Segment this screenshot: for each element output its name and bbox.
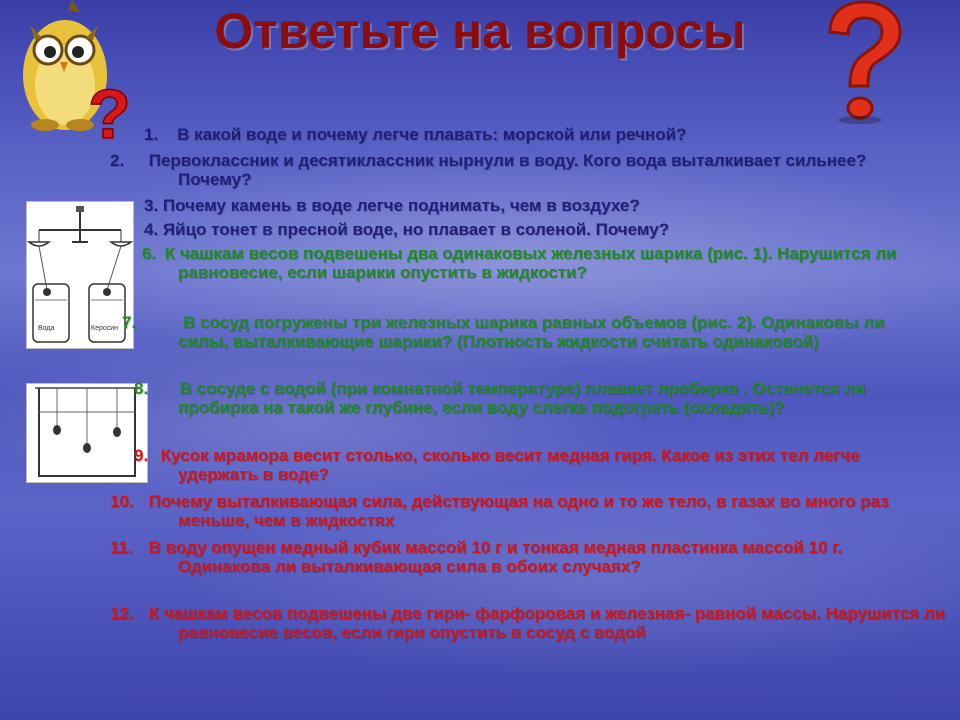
- question-2: 2. Первоклассник и десятиклассник нырнули в воду. Кого вода выталкивает сильнее? Почему?: [110, 151, 867, 189]
- svg-text:?: ?: [88, 75, 131, 145]
- question-number: 3.: [144, 196, 159, 215]
- question-8: 8. В сосуде с водой (при комнатной температуре) плавает пробирка . Останется ли пробирка на такой же глубине, если воду слегка подогреть (охладить)?: [134, 379, 866, 417]
- question-text: В сосуде с водой (при комнатной температуре) плавает пробирка . Останется ли пробирка на такой же глубине, если воду слегка подогреть (охладить)?: [178, 379, 866, 417]
- page-title: Ответьте на вопросы: [214, 3, 746, 59]
- question-12: 12. К чашкам весов подвешены две гири- фарфоровая и железная- равной массы. Нарушится ли равновесие весов, если гири опустить в сосуд с водой: [110, 604, 946, 642]
- question-number: 1.: [144, 125, 159, 144]
- question-11: 11. В воду опущен медный кубик массой 10 г и тонкая медная пластинка массой 10 г. Одинакова ли выталкивающая сила в обоих случаях?: [110, 538, 843, 576]
- question-9: 9. Кусок мрамора весит столько, сколько весит медная гиря. Какое из этих тел легче удержать в воде?: [134, 446, 860, 484]
- question-text: В сосуд погружены три железных шарика равных объемов (рис. 2). Одинаковы ли силы, выталкивающие шарики? (Плотность жидкости считать одинаковой): [178, 313, 885, 351]
- question-text: В какой воде и почему легче плавать: морской или речной?: [177, 125, 687, 144]
- question-text: К чашкам весов подвешены две гири- фарфоровая и железная- равной массы. Нарушится ли равновесие весов, если гири опустить в сосуд с водой: [148, 604, 946, 642]
- question-4: [144, 220, 904, 239]
- question-text: Яйцо тонет в пресной воде, но плавает в соленой. Почему?: [162, 220, 670, 239]
- question-6: 6. К чашкам весов подвешены два одинаковых железных шарика (рис. 1). Нарушится ли равновесие, если шарики опустить в жидкости?: [142, 244, 897, 282]
- question-text: Почему выталкивающая сила, действующая на одно и то же тело, в газах во много раз меньше, чем в жидкостях: [148, 492, 889, 530]
- question-text: Почему камень в воде легче поднимать, чем в воздухе?: [162, 196, 640, 215]
- question-number: 4.: [144, 220, 159, 239]
- question-7: 7. В сосуд погружены три железных шарика равных объемов (рис. 2). Одинаковы ли силы, выталкивающие шарики? (Плотность жидкости считать одинаковой): [122, 313, 885, 351]
- question-text: Первоклассник и десятиклассник нырнули в воду. Кого вода выталкивает сильнее? Почему?: [148, 151, 867, 189]
- question-3: [144, 196, 904, 215]
- jar-label-kerosene: Керосин: [91, 325, 119, 332]
- question-10: 10. Почему выталкивающая сила, действующая на одно и то же тело, в газах во много раз меньше, чем в жидкостях: [110, 492, 889, 530]
- question-1: [144, 125, 904, 144]
- question-text: В воду опущен медный кубик массой 10 г и тонкая медная пластинка массой 10 г. Одинакова ли выталкивающая сила в обоих случаях?: [148, 538, 843, 576]
- jar-label-water: Вода: [38, 325, 55, 332]
- question-text: Кусок мрамора весит столько, сколько весит медная гиря. Какое из этих тел легче удержать в воде?: [160, 446, 860, 484]
- question-text: К чашкам весов подвешены два одинаковых железных шарика (рис. 1). Нарушится ли равновесие, если шарики опустить в жидкости?: [164, 244, 897, 282]
